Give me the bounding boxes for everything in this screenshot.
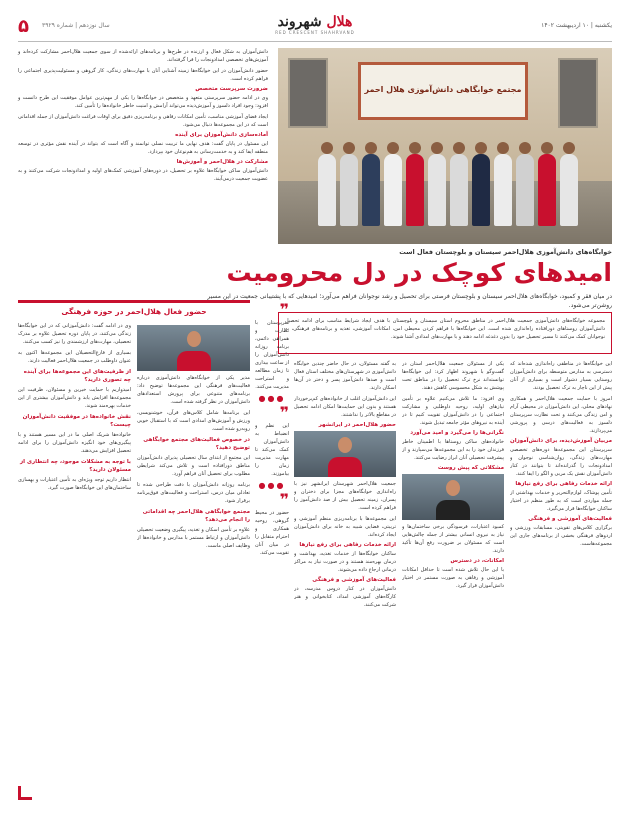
date-line: یکشنبه | ۱۰ اردیبهشت ۱۴۰۲ (541, 22, 612, 29)
paragraph: این مجموعه‌ها با برنامه‌ریزی منظم آموزشی و تربیتی، فضایی شبیه به خانه برای دانش‌آموزان ایجاد کرده‌اند. (294, 516, 396, 538)
group-photo (278, 48, 612, 244)
photo-window (288, 58, 328, 128)
paragraph: یکی از مسئولان جمعیت هلال‌احمر استان در گفت‌وگو با شهروند اظهار کرد: این خوابگاه‌ها توانسته‌اند نرخ ترک تحصیل را در مناطق تحت پوشش به شکل محسوسی کاهش دهند. (402, 361, 504, 391)
profile-photo (294, 431, 396, 477)
photo-window (558, 58, 598, 128)
paragraph: این مسئول در پایان گفت: هدف نهایی ما تربیت نسلی توانمند و آگاه است که بتواند در آینده نقش مؤثری در توسعه منطقه ایفا کند و به خدمت‌رسانی به هم‌نوعان خود بپردازد. (18, 141, 268, 155)
intro-text: مجموعه خوابگاه‌های دانش‌آموزی جمعیت هلال‌احمر در مناطق محروم استان سیستان و بلوچستان با هدف ایجاد شرایط مناسب برای ادامه تحصیل دانش‌آموزان روستاهای دورافتاده راه‌اندازی شده است. این خوابگاه‌ها با فراهم کردن محیطی امن، امکانات آموزشی، تغذیه و برنامه‌های فرهنگی، به نوجوانان کمک می‌کنند تا مسیر تحصیل خود را بدون دغدغه ادامه دهند و با مهارت‌های امدادی آشنا شوند. (285, 318, 605, 340)
photo-person (494, 154, 512, 226)
interview-question: در خصوص فعالیت‌های مجتمع خوابگاهی توضیح دهید؟ (143, 437, 250, 451)
headline: امیدهای کوچک در دل محرومیت (226, 258, 612, 287)
paragraph: ساکنان خوابگاه‌ها از خدمات تغذیه، بهداشت و درمان بهره‌مند هستند و در صورت نیاز به مراکز درمانی ارجاع داده می‌شوند. (294, 551, 396, 573)
subhead: مشارکت در هلال‌احمر و آموزش‌ها (176, 159, 268, 165)
column-1 (510, 360, 612, 800)
subhead: ضرورت سرپرست متخصص (195, 86, 268, 92)
subhead: امکانات، در دسترس (450, 558, 504, 564)
paragraph: حضور در محیط گروهی، روحیه همکاری و احترام متقابل را در میان آنان تقویت می‌کند. (255, 510, 289, 556)
subhead: مربیان آموزش‌دیده، برای دانش‌آموزان (510, 438, 612, 444)
paragraph: حضور دانش‌آموزان در این خوابگاه‌ها زمینه آشنایی آنان با مهارت‌های زندگی، کار گروهی و مسئولیت‌پذیری اجتماعی را فراهم کرده است. (18, 68, 268, 82)
paragraph: این مجتمع از ابتدای سال تحصیلی پذیرای دانش‌آموزان مناطق دورافتاده است و تلاش می‌کند شرایطی مطلوب برای تحصیل آنان فراهم آورد. (137, 455, 250, 477)
photo-person (362, 154, 380, 226)
photo-person (538, 154, 556, 226)
paragraph: این نظم و انضباط به دانش‌آموزان کمک می‌کند تا مهارت مدیریت زمان را بیاموزند. (255, 423, 289, 477)
paragraph: این برنامه‌ها شامل کلاس‌های قرآن، خوشنویسی، ورزش و آموزش‌های امدادی است که با استقبال خوبی روبه‌رو شده است. (137, 410, 250, 432)
subhead: حضور هلال‌احمر در ایرانشهر (318, 422, 396, 428)
paragraph: وی در ادامه حضور سرپرستی متعهد و متخصص در خوابگاه‌ها را یکی از مهم‌ترین عوامل موفقیت این طرح دانست و افزود: وجود افراد دلسوز و آموزش‌دیده می‌تواند آرامش و امنیت خاطر خانواده‌ها را تأمین کند. (18, 95, 268, 109)
issue-line: سال نوزدهم | شماره ۳۹۲۹ (42, 22, 110, 29)
logo-red-text: هلال (326, 14, 353, 30)
paragraph: خانواده‌های ساکن روستاها با اطمینان خاطر فرزندان خود را به این مجموعه‌ها می‌سپارند و از پیشرفت تحصیلی آنان ابراز رضایت می‌کنند. (402, 439, 504, 461)
photo-person (406, 154, 424, 226)
box-corner (18, 786, 32, 800)
subhead: ارائه خدمات رفاهی برای رفع نیازها (299, 542, 396, 548)
page-header (18, 14, 612, 42)
interview-title: حضور فعال هلال‌احمر در حوزه فرهنگی (61, 307, 207, 316)
photo-sign (358, 62, 528, 120)
paragraph: با این حال تلاش شده است تا حداقل امکانات آموزشی و رفاهی به صورت مستمر در اختیار دانش‌آموزان قرار گیرد. (402, 567, 504, 589)
paragraph: برنامه روزانه دانش‌آموزان با دقت طراحی شده تا تعادلی میان درس، استراحت و فعالیت‌های فوق‌برنامه برقرار شود. (137, 482, 250, 504)
paragraph: مدیر یکی از خوابگاه‌های دانش‌آموزی درباره فعالیت‌های فرهنگی این مجموعه‌ها توضیح داد: برنامه‌های متنوعی برای پرورش استعدادهای دانش‌آموزان در نظر گرفته شده است. (137, 375, 250, 405)
photo-caption: خوابگاه‌های دانش‌آموزی هلال‌احمر سیستان و بلوچستان فعال است (399, 248, 612, 256)
interview-column-b (18, 322, 131, 792)
paragraph: تأمین پوشاک، لوازم‌التحریر و خدمات بهداشتی از جمله مواردی است که به طور منظم در اختیار ساکنان خوابگاه‌ها قرار می‌گیرد. (510, 490, 612, 512)
interview-box (18, 300, 250, 800)
paragraph: دانش‌آموزان ساکن خوابگاه‌ها علاوه بر تحصیل، در دوره‌های آموزشی کمک‌های اولیه و امدادونجات شرکت می‌کنند و به عضویت جمعیت درمی‌آیند. (18, 168, 268, 182)
page-number: ۵ (18, 16, 29, 37)
photo-person (340, 154, 358, 226)
separator-dots: ●●● (258, 394, 286, 403)
photo-person (318, 154, 336, 226)
interviewee-photo (137, 325, 250, 371)
photo-person (516, 154, 534, 226)
photo-sign-text: مجتمع خوابگاهی دانش‌آموزی هلال احمر (364, 85, 522, 94)
photo-person (472, 154, 490, 226)
profile-photo (402, 474, 504, 520)
paragraph: سرپرستان با نظارت و همراهی دائمی، برنامه روزانه دانش‌آموزان را از ساعت بیداری تا زمان مطالعه و استراحت مدیریت می‌کنند. (255, 320, 289, 390)
paragraph: امیدواریم با حمایت خیرین و مسئولان، ظرفیت این مجموعه‌ها افزایش یابد و دانش‌آموزان بیشتری از این خدمات بهره‌مند شوند. (18, 387, 131, 409)
paragraph: بسیاری از فارغ‌التحصیلان این مجموعه‌ها اکنون به عنوان داوطلب در جمعیت هلال‌احمر فعالیت دارند. (18, 350, 131, 364)
paragraph: این دانش‌آموزان اغلب از خانواده‌های کم‌برخوردار هستند و بدون این حمایت‌ها امکان ادامه تحصیل در مقاطع بالاتر را نداشتند. (294, 396, 396, 418)
lead-paragraph: در میان فقر و کمبود، خوابگاه‌های هلال‌احمر سیستان و بلوچستان فرصتی برای تحصیل و رشد نوجوانان فراهم می‌آورد؛ امیدهایی که با پشتیبانی جمعیت در این مسیر روشن‌تر می‌شود. (207, 293, 612, 309)
subhead: نگرانی‌ها را می‌گیرد و امید می‌آورد (410, 430, 504, 436)
subhead: آماده‌سازی دانش‌آموزان برای آینده (175, 132, 268, 138)
quote-mark-icon: ❞ (279, 300, 289, 319)
interview-question: نقش خانواده‌ها در موفقیت دانش‌آموزان چیست؟ (22, 414, 131, 428)
separator-dots: ●●● (258, 481, 286, 490)
column-3 (294, 360, 396, 800)
quote-mark-icon: ❞ (279, 403, 289, 422)
logo-subtitle: RED CRESCENT SHAHRVAND (275, 30, 355, 35)
paragraph: وی در ادامه گفت: دانش‌آموزانی که در این خوابگاه‌ها زندگی می‌کنند، در پایان دوره تحصیل علاوه بر مدرک تحصیلی، مهارت‌های ارزشمندی را نیز کسب می‌کنند. (18, 323, 131, 345)
paragraph: خانواده‌ها شریک اصلی ما در این مسیر هستند و با پیگیری‌های خود انگیزه دانش‌آموزان را برای ادامه تحصیل افزایش می‌دهند. (18, 432, 131, 454)
logo-main-text: شهروند (277, 14, 322, 30)
paragraph: انتظار داریم توجه ویژه‌ای به تأمین اعتبارات و بهسازی ساختمان‌های این خوابگاه‌ها صورت گیرد. (18, 477, 131, 491)
side-column (255, 300, 289, 800)
newspaper-logo (275, 14, 354, 35)
paragraph: جمعیت هلال‌احمر شهرستان ایرانشهر نیز با راه‌اندازی خوابگاه‌های مجزا برای دختران و پسران، زمینه تحصیل بیش از صد دانش‌آموز را فراهم کرده است. (294, 481, 396, 511)
paragraph: کمبود اعتبارات، فرسودگی برخی ساختمان‌ها و نیاز به نیروی انسانی بیشتر از جمله چالش‌هایی است که مسئولان بر ضرورت رفع آن‌ها تأکید دارند. (402, 524, 504, 554)
interview-question: مجتمع خوابگاهی هلال‌احمر چه اقداماتی را انجام می‌دهد؟ (142, 509, 250, 523)
paragraph: برگزاری کلاس‌های تقویتی، مسابقات ورزشی و اردوهای فرهنگی بخشی از برنامه‌های جاری این مجموعه‌هاست. (510, 525, 612, 547)
photo-person (560, 154, 578, 226)
paragraph: ایجاد فضای آموزشی مناسب، تأمین امکانات رفاهی و برنامه‌ریزی دقیق برای اوقات فراغت دانش‌آموزان از جمله اقداماتی است که در این مجموعه‌ها دنبال می‌شود. (18, 114, 268, 128)
paragraph: وی افزود: ما تلاش می‌کنیم علاوه بر تأمین نیازهای اولیه، روحیه داوطلبی و مشارکت اجتماعی را در دانش‌آموزان تقویت کنیم تا در آینده به نیروهای مؤثر جامعه تبدیل شوند. (402, 396, 504, 426)
paragraph: دانش‌آموزان به شکل فعال و ارزنده در طرح‌ها و برنامه‌های ارائه‌شده از سوی جمعیت هلال‌احمر مشارکت کرده‌اند و آموزش‌های تخصصی امدادونجات را فرا گرفته‌اند. (18, 49, 268, 63)
subhead: فعالیت‌های آموزشی و فرهنگی (528, 516, 612, 522)
photo-person (450, 154, 468, 226)
intro-box (278, 312, 612, 354)
interview-question: با توجه به مشکلات موجود، چه انتظاری از مسئولان دارید؟ (19, 459, 131, 473)
column-2 (402, 360, 504, 800)
paragraph: امروز با حمایت جمعیت هلال‌احمر و همکاری نهادهای محلی، این دانش‌آموزان در محیطی آرام و امن زندگی می‌کنند و تحت نظارت سرپرستان دلسوز به فعالیت‌های درسی و پرورشی می‌پردازند. (510, 396, 612, 434)
logo-text (275, 14, 354, 30)
interview-question: از ظرفیت‌های این مجموعه‌ها برای آینده چه تصوری دارید؟ (23, 369, 131, 383)
subhead: فعالیت‌های آموزشی و فرهنگی (312, 577, 396, 583)
subhead: ارائه خدمات رفاهی برای رفع نیازها (515, 481, 612, 487)
photo-person (428, 154, 446, 226)
photo-person (384, 154, 402, 226)
paragraph: این خوابگاه‌ها در مناطقی راه‌اندازی شده‌اند که دسترسی به مدارس متوسطه برای دانش‌آموزان روستایی بسیار دشوار است و بسیاری از آنان پیش از این ناچار به ترک تحصیل بودند. (510, 361, 612, 391)
interview-columns (18, 322, 250, 792)
subhead: مشکلاتی که پیش روست (437, 465, 504, 471)
paragraph: علاوه بر تأمین اسکان و تغذیه، پیگیری وضعیت تحصیلی دانش‌آموزان و ارتباط مستمر با مدارس و خانواده‌ها از وظایف اصلی ماست. (137, 527, 250, 549)
paragraph: به گفته مسئولان، در حال حاضر چندین خوابگاه دانش‌آموزی در شهرستان‌های مختلف استان فعال است و صدها دانش‌آموز پسر و دختر در آن‌ها اسکان دارند. (294, 361, 396, 391)
quote-mark-icon: ❞ (279, 490, 289, 509)
interview-column-a (137, 322, 250, 792)
paragraph: سرپرستان این مجموعه‌ها دوره‌های تخصصی مهارت‌های زندگی، روان‌شناسی نوجوان و امدادونجات را گذرانده‌اند تا بتوانند در کنار دانش‌آموزان نقش یک مربی و الگو را ایفا کنند. (510, 447, 612, 477)
paragraph: دانش‌آموزان در کنار دروس مدرسه، در کارگاه‌های آموزشی امداد، کتابخوانی و هنر شرکت می‌کنند. (294, 586, 396, 608)
